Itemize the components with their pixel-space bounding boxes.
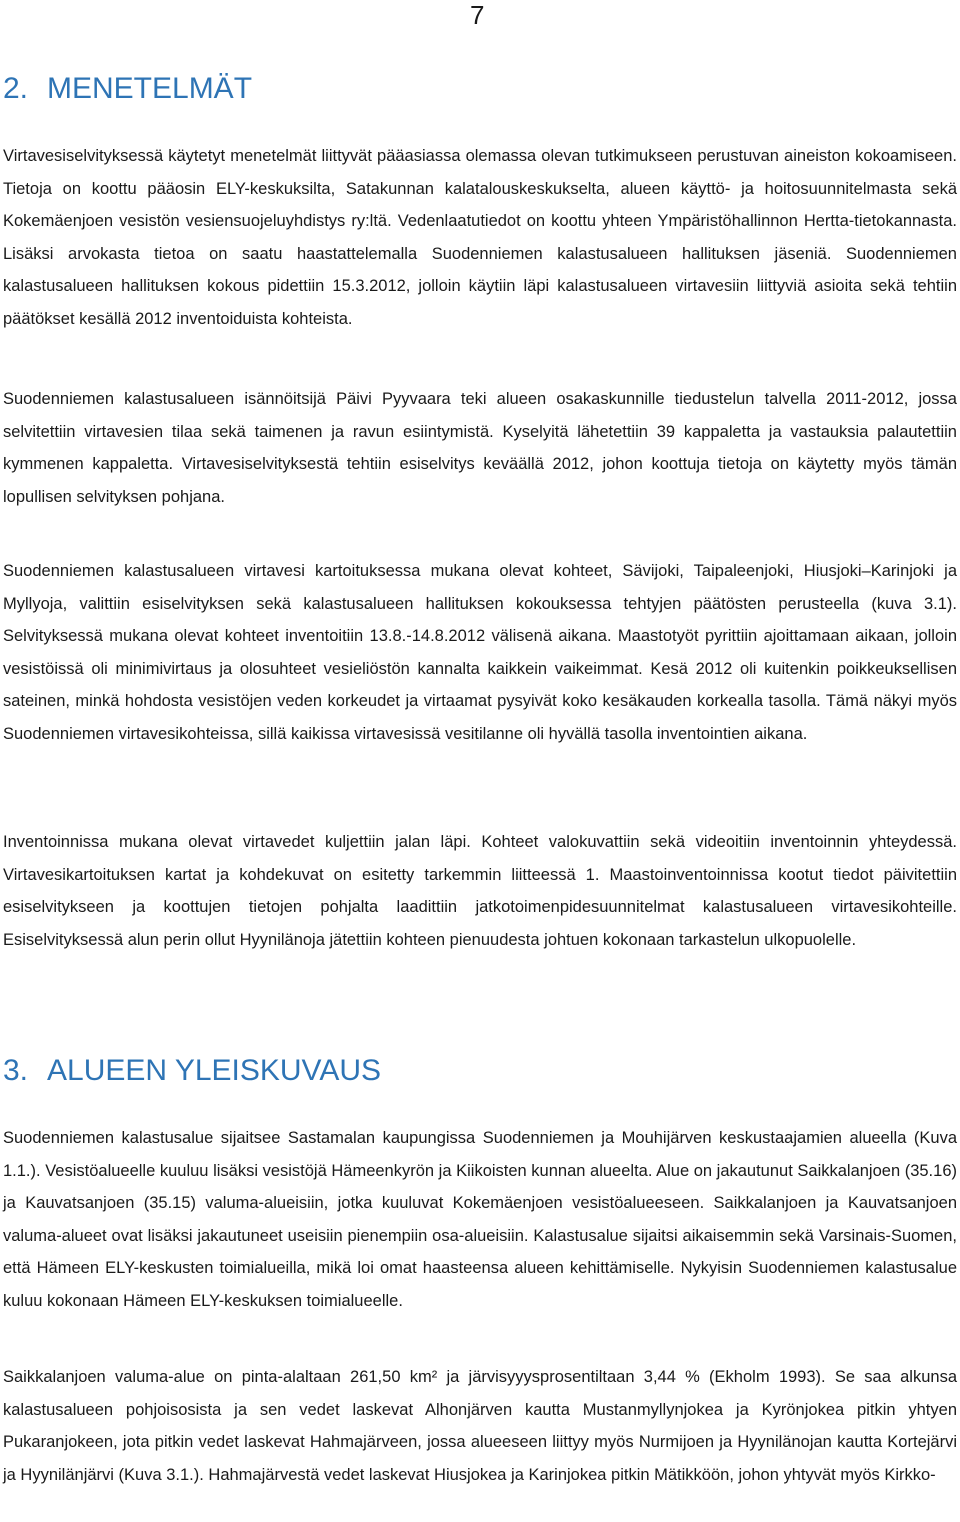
section-title: MENETELMÄT (47, 72, 253, 105)
paragraph: Saikkalanjoen valuma-alue on pinta-alaltaan 261,50 km² ja järvisyyysprosentiltaan 3,44 % (Ekholm 1993). Se saa alkunsa kalastusalueen pohjoisosista ja sen vedet laskevat Alhonjärven kautta Mustanmyllynjokea ja Kyrönjokea pitkin yhtyen Pukaranjokeen, jota pitkin vedet laskevat Hahmajärveen, jossa alueeseen liittyy myös Nurmijoen ja Hyynilänojan kautta Kortejärvi ja Hyynilänjärvi (Kuva 3.1.). Hahmajärvestä vedet laskevat Hiusjokea ja Karinjokea pitkin Mätikköön, johon yhtyvät myös Kirkko- (3, 1368, 957, 1484)
paragraph: Inventoinnissa mukana olevat virtavedet kuljettiin jalan läpi. Kohteet valokuvattiin sekä videoitiin inventoinnin yhteydessä. Virtavesikartoituksen kartat ja kohdekuvat on esitetty tarkemmin liitteessä 1. Maastoinventoinnissa kootut tiedot päivitettiin esiselvitykseen ja koottujen tietojen pohjalta laadittiin jatkotoimenpidesuunnitelmat kalastusalueen virtavesikohteille. Esiselvityksessä alun perin ollut Hyynilänoja jätettiin kohteen pienuudesta johtuen kokonaan tarkastelun ulkopuolelle. (3, 833, 957, 949)
paragraph: Suodenniemen kalastusalueen isännöitsijä Päivi Pyyvaara teki alueen osakaskunnille tiedustelun talvella 2011-2012, jossa selvitettiin virtavesien tilaa sekä taimenen ja ravun esiintymistä. Kyselyitä lähetettiin 39 kappaletta ja vastauksia palautettiin kymmenen kappaletta. Virtavesiselvityksestä tehtiin esiselvitys keväällä 2012, johon koottuja tietoja on käytetty myös tämän lopullisen selvityksen pohjana. (3, 390, 957, 506)
section-heading-methods (3, 72, 252, 106)
section-number: 2. (3, 72, 29, 105)
section-title: ALUEEN YLEISKUVAUS (47, 1054, 382, 1087)
paragraph: Suodenniemen kalastusalue sijaitsee Sastamalan kaupungissa Suodenniemen ja Mouhijärven keskustaajamien alueella (Kuva 1.1.). Vesistöalueelle kuuluu lisäksi vesistöjä Hämeenkyrön ja Kiikoisten kunnan alueelta. Alue on jakautunut Saikkalanjoen (35.16) ja Kauvatsanjoen (35.15) valuma-alueisiin, jotka kuuluvat Kokemäenjoen vesistöalueeseen. Saikkalanjoen ja Kauvatsanjoen valuma-alueet ovat lisäksi jakautuneet useisiin pienempiin osa-alueisiin. Kalastusalue sijaitsi aikaisemmin sekä Varsinais-Suomen, että Hämeen ELY-keskusten toimialueilla, mikä loi omat haasteensa alueen kehittämiselle. Nykyisin Suodenniemen kalastusalue kuluu kokonaan Hämeen ELY-keskuksen toimialueelle. (3, 1129, 957, 1310)
section-number: 3. (3, 1054, 29, 1087)
section-heading-area-overview (3, 1054, 381, 1088)
page-number: 7 (470, 0, 485, 30)
paragraph: Virtavesiselvityksessä käytetyt menetelmät liittyvät pääasiassa olemassa olevan tutkimukseen perustuvan aineiston kokoamiseen. Tietoja on koottu pääosin ELY-keskuksilta, Satakunnan kalatalouskeskukselta, alueen käyttö- ja hoitosuunnitelmasta sekä Kokemäenjoen vesistön vesiensuojeluyhdistys ry:ltä. Vedenlaatutiedot on koottu yhteen Ympäristöhallinnon Hertta-tietokannasta. Lisäksi arvokasta tietoa on saatu haastattelemalla Suodenniemen kalastusalueen hallituksen jäseniä. Suodenniemen kalastusalueen hallituksen kokous pidettiin 15.3.2012, jolloin käytiin läpi kalastusalueen virtavesiin liittyviä asioita sekä tehtiin päätökset kesällä 2012 inventoiduista kohteista. (3, 147, 957, 328)
paragraph: Suodenniemen kalastusalueen virtavesi kartoituksessa mukana olevat kohteet, Sävijoki, Taipaleenjoki, Hiusjoki–Karinjoki ja Myllyoja, valittiin esiselvityksen sekä kalastusalueen hallituksen kokouksessa tehtyjen päätösten perusteella (kuva 3.1). Selvityksessä mukana olevat kohteet inventoitiin 13.8.-14.8.2012 välisenä aikana. Maastotyöt pyrittiin ajoittamaan aikaan, jolloin vesistöissä oli minimivirtaus ja olosuhteet vesieliöstön kannalta kaikkein vaikeimmat. Kesä 2012 oli kuitenkin poikkeuksellisen sateinen, minkä hohdosta vesistöjen veden korkeudet ja virtaamat pysyivät koko kesäkauden korkealla tasolla. Tämä näkyi myös Suodenniemen virtavesikohteissa, sillä kaikissa virtavesissä vesitilanne oli hyvällä tasolla inventointien aikana. (3, 562, 957, 743)
